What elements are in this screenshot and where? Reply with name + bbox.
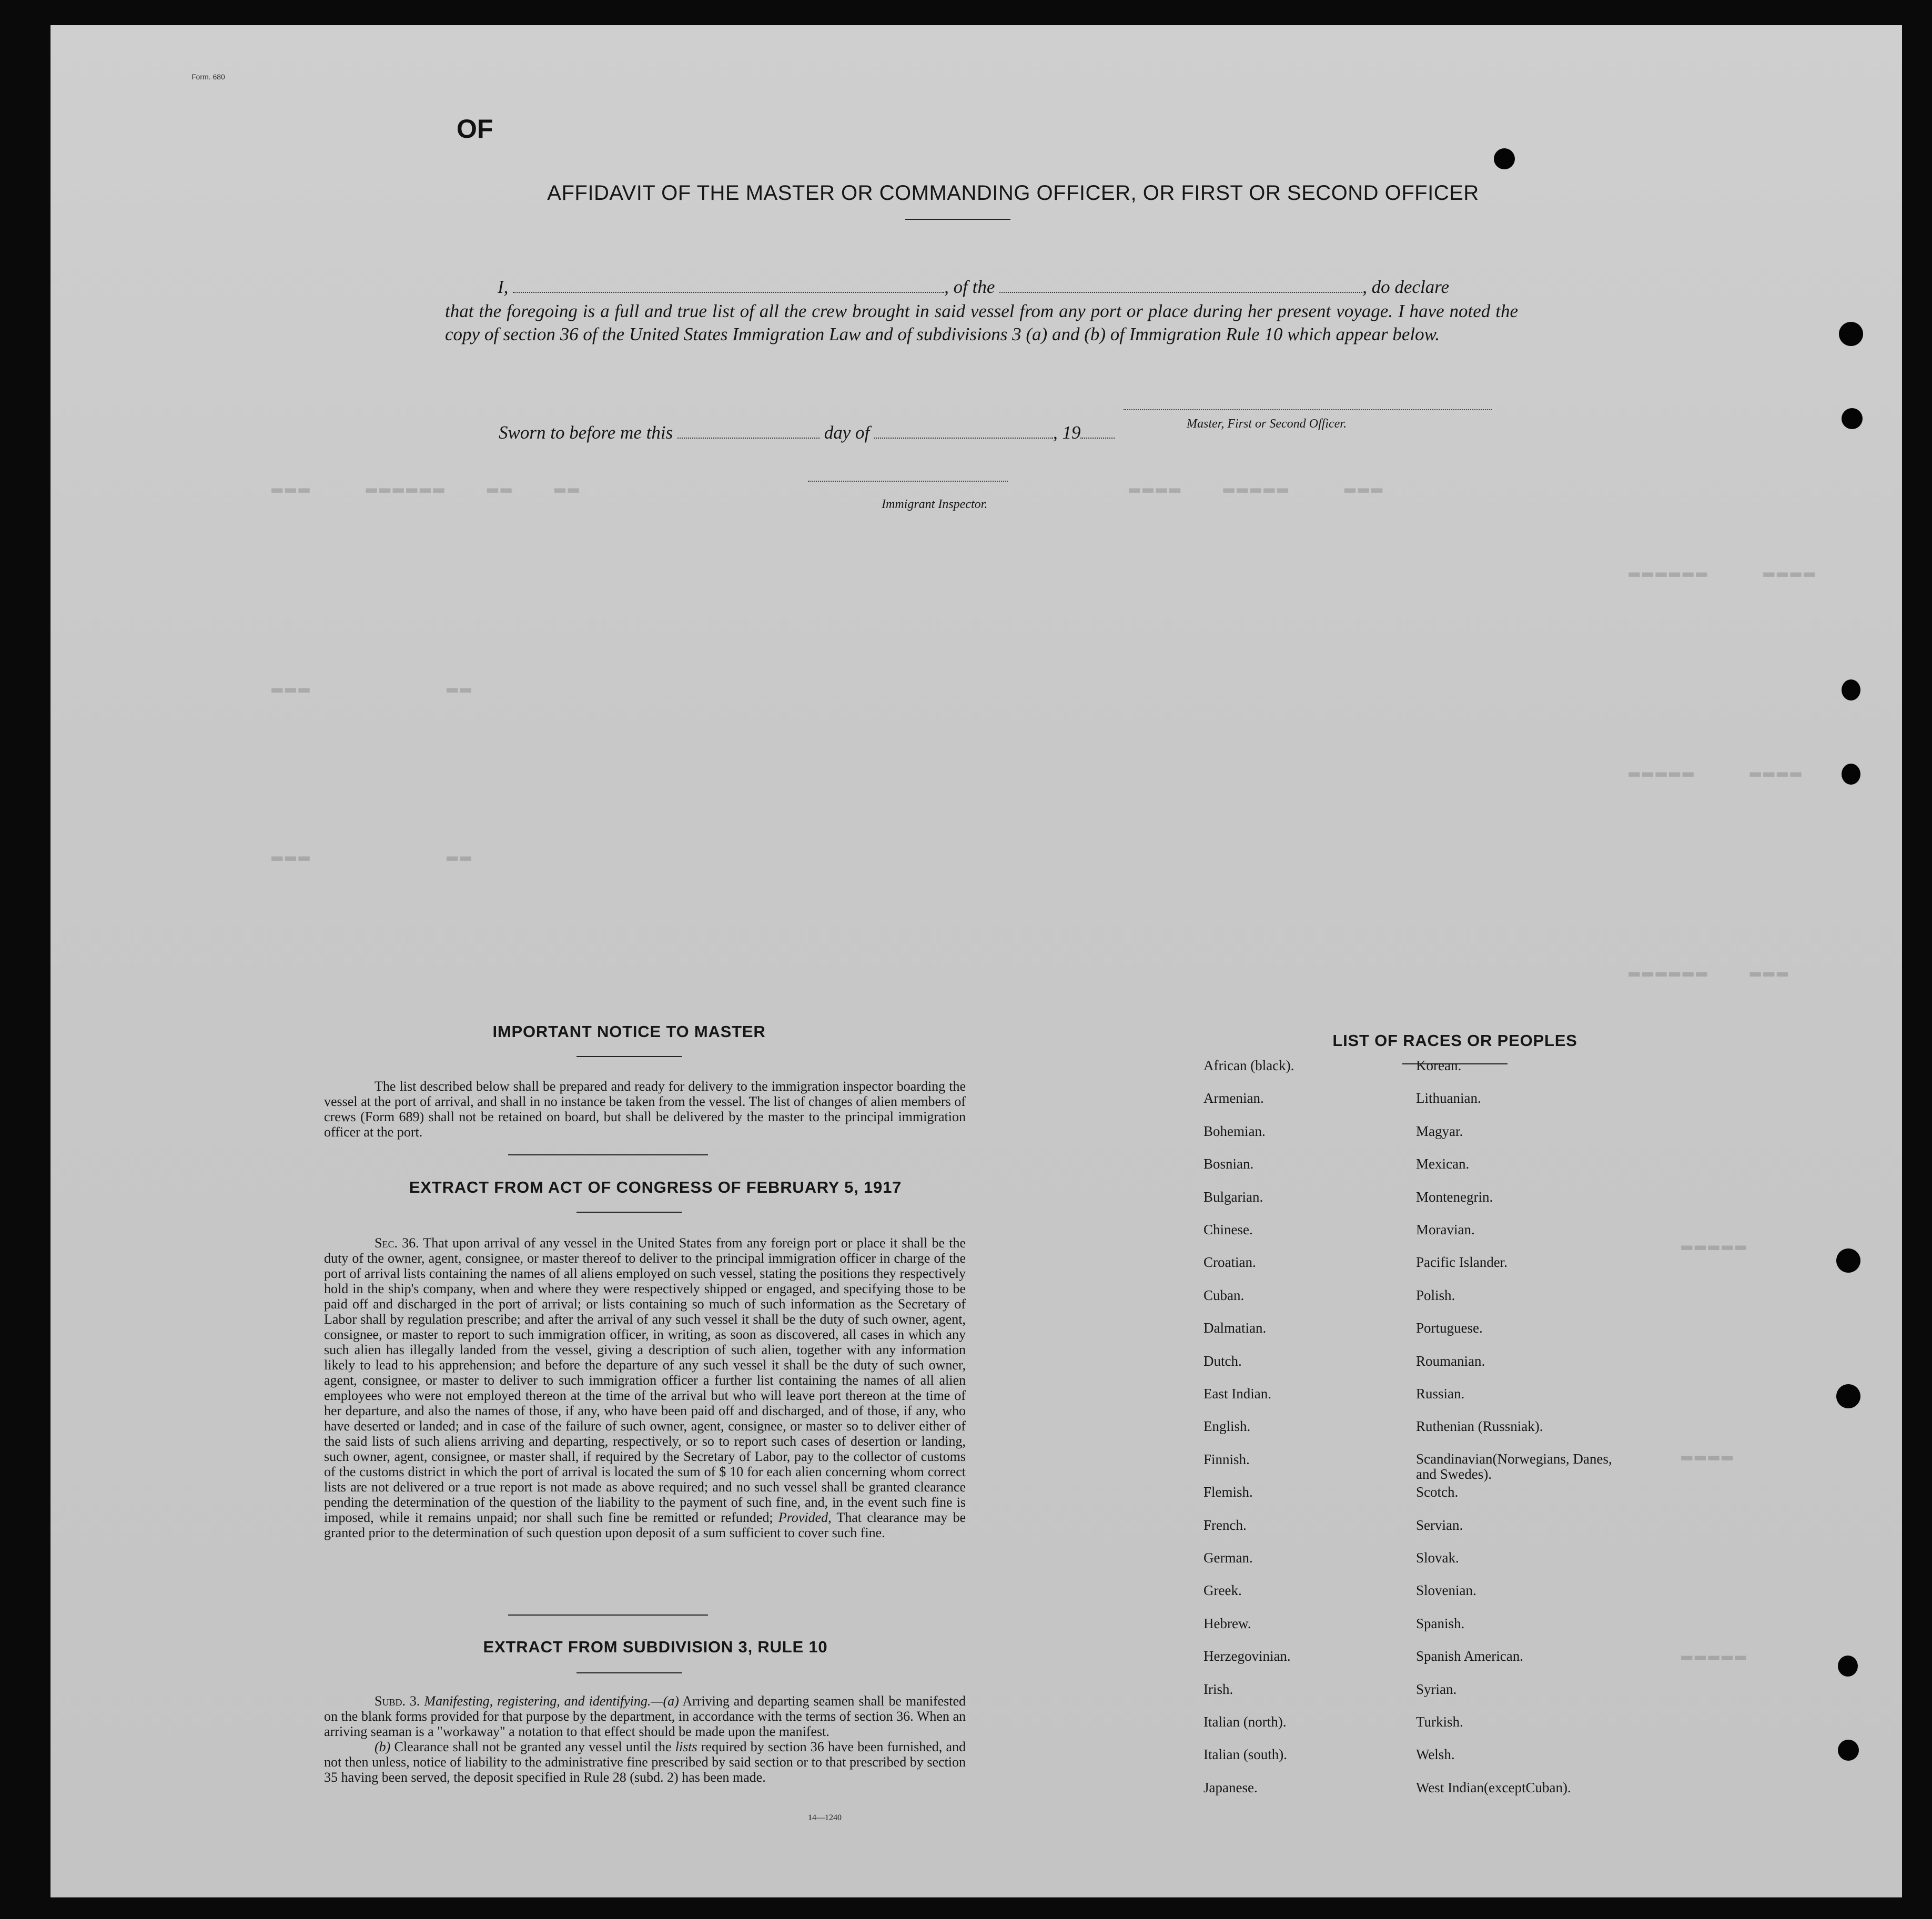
race-item: Croatian. bbox=[1203, 1254, 1256, 1271]
punch-hole bbox=[1842, 408, 1863, 429]
race-item: Bohemian. bbox=[1203, 1123, 1266, 1139]
punch-hole bbox=[1836, 1384, 1860, 1408]
bleed-through-text: ▬▬▬▬▬ bbox=[1681, 1645, 1749, 1667]
race-item: East Indian. bbox=[1203, 1386, 1271, 1402]
race-item: Pacific Islander. bbox=[1416, 1254, 1508, 1271]
race-item: Moravian. bbox=[1416, 1222, 1475, 1237]
race-item: Mexican. bbox=[1416, 1156, 1470, 1172]
race-item: Slovenian. bbox=[1416, 1582, 1476, 1599]
sworn-line bbox=[499, 422, 1115, 443]
sworn-day-blank[interactable] bbox=[677, 437, 820, 439]
race-item: Hebrew. bbox=[1203, 1615, 1251, 1631]
race-item: English. bbox=[1203, 1418, 1251, 1435]
bleed-through-text: ▬▬▬▬▬▬ ▬▬▬▬ bbox=[1628, 562, 1817, 583]
race-item: Chinese. bbox=[1203, 1222, 1253, 1237]
form-code: 14—1240 bbox=[808, 1813, 842, 1822]
race-item: Ruthenian (Russniak). bbox=[1416, 1418, 1543, 1435]
race-item: Finnish. bbox=[1203, 1451, 1250, 1467]
master-signature-line[interactable] bbox=[1124, 409, 1492, 410]
race-item: Servian. bbox=[1416, 1517, 1463, 1533]
race-item: Polish. bbox=[1416, 1287, 1455, 1303]
sworn-day-label: day of bbox=[824, 422, 870, 443]
race-item: African (black). bbox=[1203, 1058, 1294, 1073]
section-label: Sec. 36. bbox=[375, 1235, 419, 1251]
race-item: Turkish. bbox=[1416, 1714, 1463, 1730]
race-item: Italian (south). bbox=[1203, 1747, 1287, 1763]
section-divider bbox=[508, 1615, 708, 1616]
punch-hole bbox=[1839, 322, 1863, 346]
vessel-name-blank[interactable] bbox=[999, 291, 1362, 293]
race-item: Flemish. bbox=[1203, 1484, 1253, 1500]
document-sheet bbox=[50, 25, 1902, 1897]
inspector-caption: Immigrant Inspector. bbox=[882, 497, 988, 511]
bleed-through-text: ▬▬▬ ▬▬▬▬▬▬ ▬▬ ▬▬ bbox=[271, 478, 581, 499]
bleed-through-text: ▬▬▬ ▬▬ bbox=[271, 846, 474, 867]
inspector-signature-line[interactable] bbox=[808, 481, 1008, 482]
race-item: West Indian(exceptCuban). bbox=[1416, 1779, 1571, 1795]
provided-text: That clearance may be granted prior to the determination of such question upon deposit of a sum sufficient to cover such fine. bbox=[324, 1510, 966, 1540]
affidavit-title: AFFIDAVIT OF THE MASTER OR COMMANDING OFFICER, OR FIRST OR SECOND OFFICER bbox=[547, 181, 1479, 205]
race-item: Russian. bbox=[1416, 1386, 1465, 1402]
act-divider bbox=[576, 1212, 682, 1213]
subdivision-heading: Manifesting, registering, and identifying.—(a) bbox=[424, 1693, 679, 1709]
race-item: Italian (north). bbox=[1203, 1714, 1287, 1730]
signature-caption: Master, First or Second Officer. bbox=[1187, 417, 1347, 431]
punch-hole bbox=[1494, 148, 1515, 169]
punch-hole bbox=[1842, 679, 1860, 700]
race-item: German. bbox=[1203, 1550, 1253, 1566]
master-name-blank[interactable] bbox=[513, 291, 944, 293]
sworn-month-blank[interactable] bbox=[874, 437, 1053, 439]
sworn-year-label: , 19 bbox=[1053, 422, 1081, 443]
title-divider bbox=[905, 219, 1010, 220]
race-item: Greek. bbox=[1203, 1582, 1242, 1599]
affidavit-of-label: , of the bbox=[944, 277, 995, 297]
provided-label: Provided, bbox=[778, 1510, 832, 1525]
race-item: Dutch. bbox=[1203, 1353, 1242, 1369]
act-section-text: That upon arrival of any vessel in the United States from any foreign port or place it shall be the duty of the owner, agent, consignee, or master thereof to deliver to the principal immigration officer in charge of the port of arrival lists containing the names of all aliens employed on such vessel, stating the positions they respectively hold in the ship's company, when and where they were respectively shipped or engaged, and specifying those to be paid off and discharged in the port of arrival; or lists containing so much of such information as the Secretary of Labor shall by regulation prescribe; and after the arrival of any such vessel it shall be the duty of such owner, agent, consignee, or master to report to such immigration officer, in writing, as soon as discovered, all cases in which any such alien has illegally landed from the vessel, giving a description of such alien, together with any information likely to lead to his apprehension; and before the departure of any such vessel it shall be the duty of such owner, agent, consignee, or master to deliver to such immigration officer a further list containing the names of all alien employees who were not employed thereon at the time of the arrival but who will leave port thereon at the time of her departure, and also the names of those, if any, who have been paid off and discharged, and of those, if any, who have deserted or landed; and in case of the failure of such owner, agent, consignee, or master so to deliver either of the said lists of such aliens arriving and departing, respectively, or so to report such cases of desertion or landing, such owner, agent, consignee, or master shall, if required by the Secretary of Labor, pay to the collector of customs of the customs district in which the port of arrival is located the sum of $ 10 for each alien concerning whom correct lists are not delivered or a true report is not made as above required; and no such vessel shall be granted clearance pending the determination of the question of the liability to the payment of such fine, and, in the event such fine is imposed, while it remains unpaid; nor shall such fine be remitted or refunded; bbox=[324, 1235, 966, 1525]
affidavit-i-label: I, bbox=[498, 277, 509, 297]
race-item: Korean. bbox=[1416, 1058, 1462, 1073]
subdivision-b-text-1: Clearance shall not be granted any vessel until the bbox=[394, 1739, 672, 1754]
race-item: Portuguese. bbox=[1416, 1320, 1483, 1336]
bleed-through-text: ▬▬▬▬▬ ▬▬▬▬ bbox=[1628, 761, 1804, 783]
form-number: Form. 680 bbox=[191, 73, 225, 81]
subdivision-b-lists: lists bbox=[675, 1739, 697, 1754]
race-item: Welsh. bbox=[1416, 1747, 1455, 1763]
notice-body bbox=[324, 1079, 966, 1140]
punch-hole bbox=[1842, 764, 1860, 785]
race-item: Herzegovinian. bbox=[1203, 1648, 1291, 1664]
race-item: French. bbox=[1203, 1517, 1247, 1533]
bleed-through-text: ▬▬▬ ▬▬ bbox=[271, 677, 474, 699]
sworn-prefix: Sworn to before me this bbox=[499, 422, 673, 443]
race-item: Spanish. bbox=[1416, 1615, 1465, 1631]
race-item: Montenegrin. bbox=[1416, 1189, 1493, 1205]
race-item: Japanese. bbox=[1203, 1779, 1258, 1795]
race-item: Cuban. bbox=[1203, 1287, 1245, 1303]
affidavit-body bbox=[445, 300, 1518, 346]
race-item: Lithuanian. bbox=[1416, 1090, 1481, 1106]
rule10-body bbox=[324, 1693, 966, 1785]
race-item: Slovak. bbox=[1416, 1550, 1459, 1566]
bleed-through-text: ▬▬▬▬▬ bbox=[1681, 1235, 1749, 1256]
affidavit-declaration-line bbox=[498, 277, 1449, 298]
subdivision-b-text-2: required by section 36 have been furnished, and not then unless, notice of liability to the administrative fine prescribed by said section or to that prescribed by section 35 having been served, the deposit specified in Rule 28 (subd. 2) has been made. bbox=[324, 1739, 966, 1785]
race-item: Bosnian. bbox=[1203, 1156, 1254, 1172]
act-title: EXTRACT FROM ACT OF CONGRESS OF FEBRUARY 5, 1917 bbox=[409, 1178, 902, 1196]
notice-text: The list described below shall be prepared and ready for delivery to the immigration inspector boarding the vessel at the port of arrival, and shall in no instance be taken from the vessel. The list of changes of alien members of crews (Form 689) shall not be retained on board, but shall be delivered by the master to the principal immigration officer at the port. bbox=[324, 1079, 966, 1140]
bleed-through-text: ▬▬▬▬▬▬ ▬▬▬ bbox=[1628, 961, 1791, 983]
punch-hole bbox=[1838, 1656, 1858, 1677]
race-item: Irish. bbox=[1203, 1681, 1233, 1697]
race-item: Scotch. bbox=[1416, 1484, 1459, 1500]
sworn-year-blank[interactable] bbox=[1080, 437, 1115, 439]
races-title: LIST OF RACES OR PEOPLES bbox=[1332, 1031, 1577, 1050]
race-item: Scandinavian(Norwegians, Danes, and Swedes). bbox=[1416, 1450, 1612, 1482]
bleed-through-text: ▬▬▬▬ ▬▬▬▬▬ ▬▬▬ bbox=[1129, 478, 1385, 499]
bleed-through-text: ▬▬▬▬ bbox=[1681, 1445, 1735, 1467]
subdivision-label: Subd. 3. bbox=[375, 1693, 420, 1709]
notice-divider bbox=[576, 1056, 682, 1057]
act-body bbox=[324, 1235, 966, 1540]
rule10-title: EXTRACT FROM SUBDIVISION 3, RULE 10 bbox=[483, 1638, 828, 1656]
race-item: Syrian. bbox=[1416, 1681, 1457, 1697]
race-item: Dalmatian. bbox=[1203, 1320, 1267, 1336]
race-item: Bulgarian. bbox=[1203, 1189, 1263, 1205]
race-item: Roumanian. bbox=[1416, 1353, 1485, 1369]
rule10-divider bbox=[576, 1672, 682, 1673]
punch-hole bbox=[1836, 1248, 1860, 1273]
section-divider bbox=[508, 1154, 708, 1155]
race-item: Armenian. bbox=[1203, 1090, 1264, 1106]
affidavit-body-text: that the foregoing is a full and true list of all the crew brought in said vessel from any port or place during her present voyage. I have noted the copy of section 36 of the United States Immigration Law and of subdivisions 3 (a) and (b) of Immigration Rule 10 which appear below. bbox=[445, 301, 1518, 344]
race-item: Spanish American. bbox=[1416, 1648, 1523, 1664]
torn-corner-fragment: OF bbox=[457, 114, 493, 144]
notice-title: IMPORTANT NOTICE TO MASTER bbox=[492, 1022, 766, 1041]
punch-hole bbox=[1838, 1740, 1859, 1761]
race-item: Magyar. bbox=[1416, 1123, 1463, 1139]
affidavit-declare-label: , do declare bbox=[1362, 277, 1450, 297]
subdivision-b-label: (b) bbox=[375, 1739, 391, 1754]
subdivision-a-text: Arriving and departing seamen shall be manifested on the blank forms provided for that purpose by the department, in accordance with the terms of section 36. When an arriving seaman is a "workaway" a notation to that effect should be made upon the manifest. bbox=[324, 1693, 966, 1739]
